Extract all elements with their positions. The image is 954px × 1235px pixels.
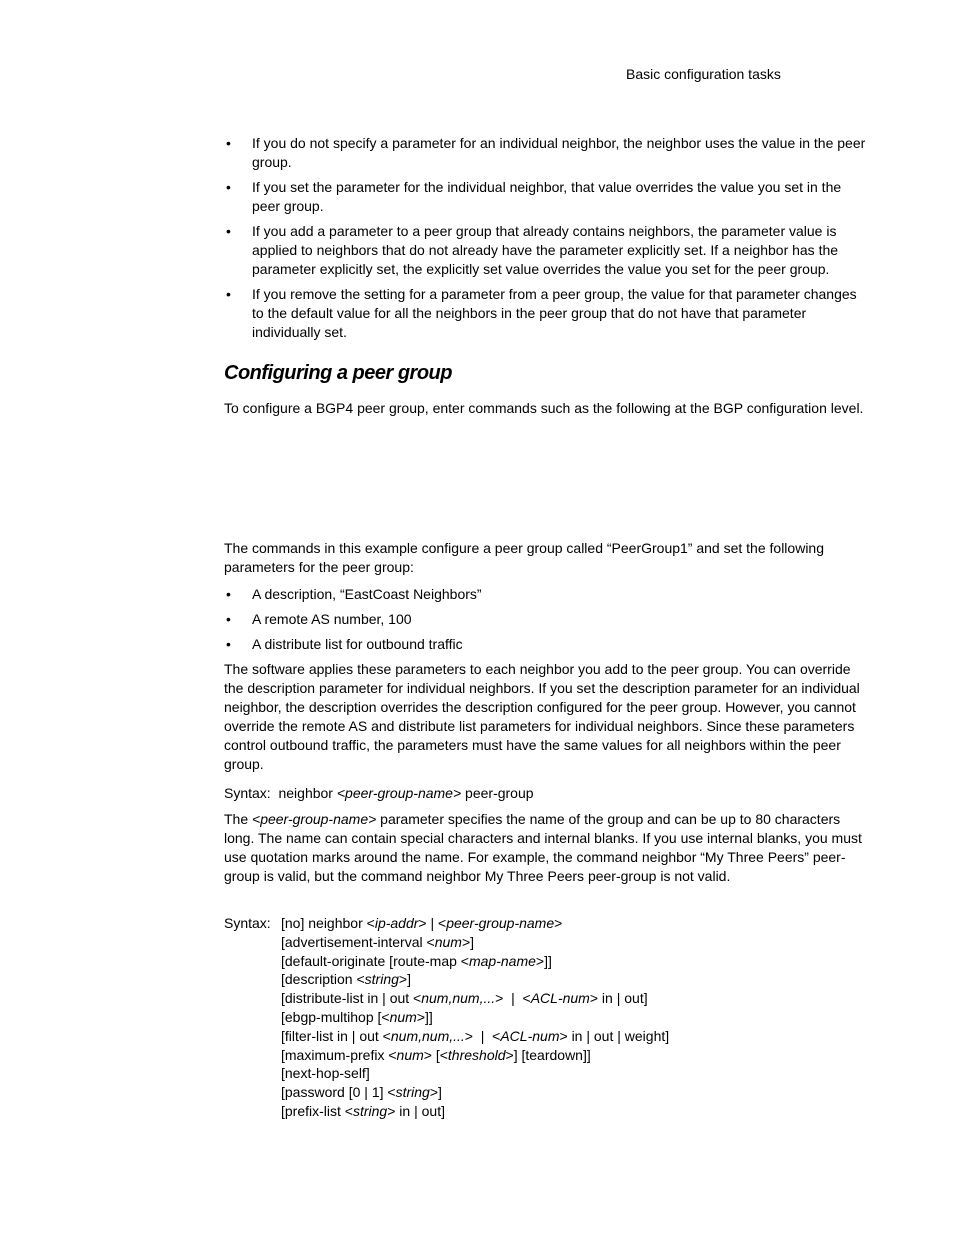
t: [< (373, 1008, 390, 1025)
t: ]] (582, 1046, 591, 1063)
syntax-label: Syntax: (224, 915, 271, 931)
t: > [< (423, 1046, 448, 1063)
t: 1 (371, 1084, 380, 1101)
section-heading: Configuring a peer group (224, 362, 452, 384)
t: distribute-list in (284, 990, 379, 1007)
t: password (284, 1084, 345, 1101)
t: < (378, 1027, 391, 1044)
syntax-line (281, 989, 669, 1008)
t: < (409, 990, 422, 1007)
text-run: is valid, but the command (259, 868, 427, 884)
t: [ (281, 971, 285, 988)
t: description (284, 971, 353, 988)
list-item-text: A description, “EastCoast Neighbors” (252, 586, 482, 602)
t: < (340, 1102, 353, 1119)
t: ACL-num (530, 990, 590, 1007)
t: num (389, 1008, 417, 1025)
syntax-line (281, 914, 669, 933)
t: >] (398, 971, 411, 988)
t: [ (281, 990, 285, 1007)
t: out (593, 1027, 614, 1044)
t: < (422, 933, 435, 950)
syntax-command: neighbor (278, 785, 333, 801)
t: weight (624, 1027, 666, 1044)
t: ACL-num (500, 1027, 560, 1044)
t: 0 (352, 1084, 361, 1101)
list-item-text: A distribute list for outbound traffic (252, 636, 463, 652)
t: threshold (447, 1046, 506, 1063)
list-item-text: A remote AS number, 100 (252, 611, 412, 627)
t: ] < (379, 1084, 396, 1101)
t: out (359, 1027, 379, 1044)
running-header: Basic configuration tasks (626, 66, 781, 82)
t: > (387, 1102, 400, 1119)
syntax-argument: <peer-group-name> (336, 785, 462, 801)
t: | (410, 1102, 422, 1119)
t: [ (281, 1065, 285, 1082)
t: >]] (416, 1008, 433, 1025)
t: > (559, 1027, 572, 1044)
section-intro: To configure a BGP4 peer group, enter commands such as the following at the BGP configuration level. (224, 400, 864, 416)
t: > | < (464, 1027, 501, 1044)
bullet-icon: • (226, 135, 231, 151)
bullet-icon: • (226, 223, 231, 239)
t: [no] (281, 915, 309, 931)
syntax-line (281, 1008, 669, 1027)
bullet-icon: • (226, 636, 231, 652)
t: [ (281, 952, 285, 969)
t: map-name (468, 952, 536, 969)
t: [ (281, 1046, 285, 1063)
syntax-line (281, 933, 669, 952)
bullet-icon: • (226, 611, 231, 627)
syntax-label: Syntax: (224, 785, 271, 801)
syntax-line (281, 1083, 669, 1102)
syntax-line (281, 1027, 669, 1046)
syntax-peer-group (224, 784, 534, 803)
t: out (421, 1102, 442, 1119)
t: string (352, 1102, 388, 1119)
t: out (389, 990, 410, 1007)
bullet-icon: • (226, 586, 231, 602)
example-intro: The commands in this example configure a peer group called “PeerGroup1” and set the following parameters for the peer group: (224, 540, 824, 575)
bullet-icon: • (226, 179, 231, 195)
command-example: neighbor My Three Peers peer-group (426, 868, 657, 884)
t: ] (365, 1065, 370, 1082)
syntax-line (281, 1046, 669, 1065)
syntax-line (281, 970, 669, 989)
t: [ (281, 1008, 285, 1025)
t: | (613, 1027, 625, 1044)
text-run-italic: <peer-group-name> (252, 811, 377, 827)
syntax-line (281, 952, 669, 971)
t: [ (281, 933, 285, 950)
list-item-text: If you remove the setting for a parameter from a peer group, the value for that parameter changes to the default value for all the neighbors in the peer group that do not have that parameter individually set. (252, 286, 857, 340)
t: num,num,... (421, 990, 496, 1007)
t: prefix-list (284, 1102, 341, 1119)
t: in (601, 990, 613, 1007)
t: [ (281, 1084, 285, 1101)
bullet-icon: • (226, 286, 231, 302)
t: | (612, 990, 625, 1007)
t: ] (665, 1027, 670, 1044)
syntax-line (281, 1102, 669, 1121)
syntax-line (281, 1064, 669, 1083)
t: > | < (418, 915, 447, 931)
t: [ (281, 1102, 285, 1119)
t: [ (385, 952, 394, 969)
t: peer-group-name (446, 915, 555, 931)
t: out (624, 990, 644, 1007)
t: > (554, 915, 563, 931)
list-item (224, 585, 870, 604)
list-item (224, 610, 870, 629)
list-item-text: If you do not specify a parameter for an individual neighbor, the neighbor uses the value in the peer group. (252, 135, 866, 170)
t: > | < (495, 990, 531, 1007)
t: num (396, 1046, 424, 1063)
t: < (456, 952, 469, 969)
syntax-keyword: peer-group (465, 785, 534, 801)
t: string (364, 971, 399, 988)
t: route-map (393, 952, 457, 969)
t: [ (281, 1027, 285, 1044)
t: ] (643, 990, 648, 1007)
t: < (384, 1046, 397, 1063)
t: >]] (535, 952, 552, 969)
t: in (399, 1102, 411, 1119)
t: | (378, 990, 390, 1007)
list-item (224, 134, 870, 172)
parameter-list (224, 585, 870, 660)
t: teardown (525, 1046, 583, 1063)
name-paragraph (224, 810, 870, 886)
t: >] (429, 1084, 442, 1101)
t: | (347, 1027, 360, 1044)
t: ebgp-multihop (284, 1008, 374, 1025)
t: num,num,... (390, 1027, 465, 1044)
t: default-originate (284, 952, 386, 969)
t: string (395, 1084, 430, 1101)
t: < (362, 915, 375, 931)
list-item-text: If you add a parameter to a peer group that already contains neighbors, the parameter value is applied to neighbors that do not already have the parameter explicitly set. If a neighbor has the parameter explicitly set, the explicitly set value overrides the value you set for the peer group. (252, 223, 839, 277)
command-example: neighbor “My Three Peers” peer-group (224, 849, 846, 884)
list-item (224, 178, 870, 216)
t: ip-addr (374, 915, 419, 931)
apply-paragraph: The software applies these parameters to each neighbor you add to the peer group. You can override the description parameter for individual neighbors. If you set the description parameter for an individual neighbor, the description overrides the description configured for the peer group. However, you cannot override the remote AS and distribute list parameters for individual neighbors. Since these parameters control outbound traffic, the parameters must have the same values for all neighbors within the peer group. (224, 661, 860, 772)
peer-group-rules-list (224, 134, 870, 348)
list-item-text: If you set the parameter for the individual neighbor, that value overrides the value you set in the peer group. (252, 179, 842, 214)
t: maximum-prefix (284, 1046, 385, 1063)
t: next-hop-self (284, 1065, 366, 1082)
list-item (224, 635, 870, 654)
t: filter-list in (284, 1027, 348, 1044)
list-item (224, 285, 870, 342)
t: > (589, 990, 602, 1007)
text-run: is not valid. (656, 868, 731, 884)
t: [ (344, 1084, 353, 1101)
t: num (434, 933, 462, 950)
list-item (224, 222, 870, 279)
text-run: parameter specifies the name of the group and can be up to 80 characters long. The name can contain special characters and internal blanks. If you use internal blanks, you must use quotation marks around the name. For example, the command (224, 811, 862, 865)
t: | (360, 1084, 372, 1101)
t: < (352, 971, 365, 988)
t: >] [ (505, 1046, 526, 1063)
text-run: The (224, 811, 253, 827)
t: >] (461, 933, 475, 950)
syntax-lines (281, 914, 669, 1121)
t: advertisement-interval (284, 933, 423, 950)
t: | (582, 1027, 594, 1044)
t: in (571, 1027, 583, 1044)
t: ] (441, 1102, 445, 1119)
t: neighbor (308, 915, 363, 931)
